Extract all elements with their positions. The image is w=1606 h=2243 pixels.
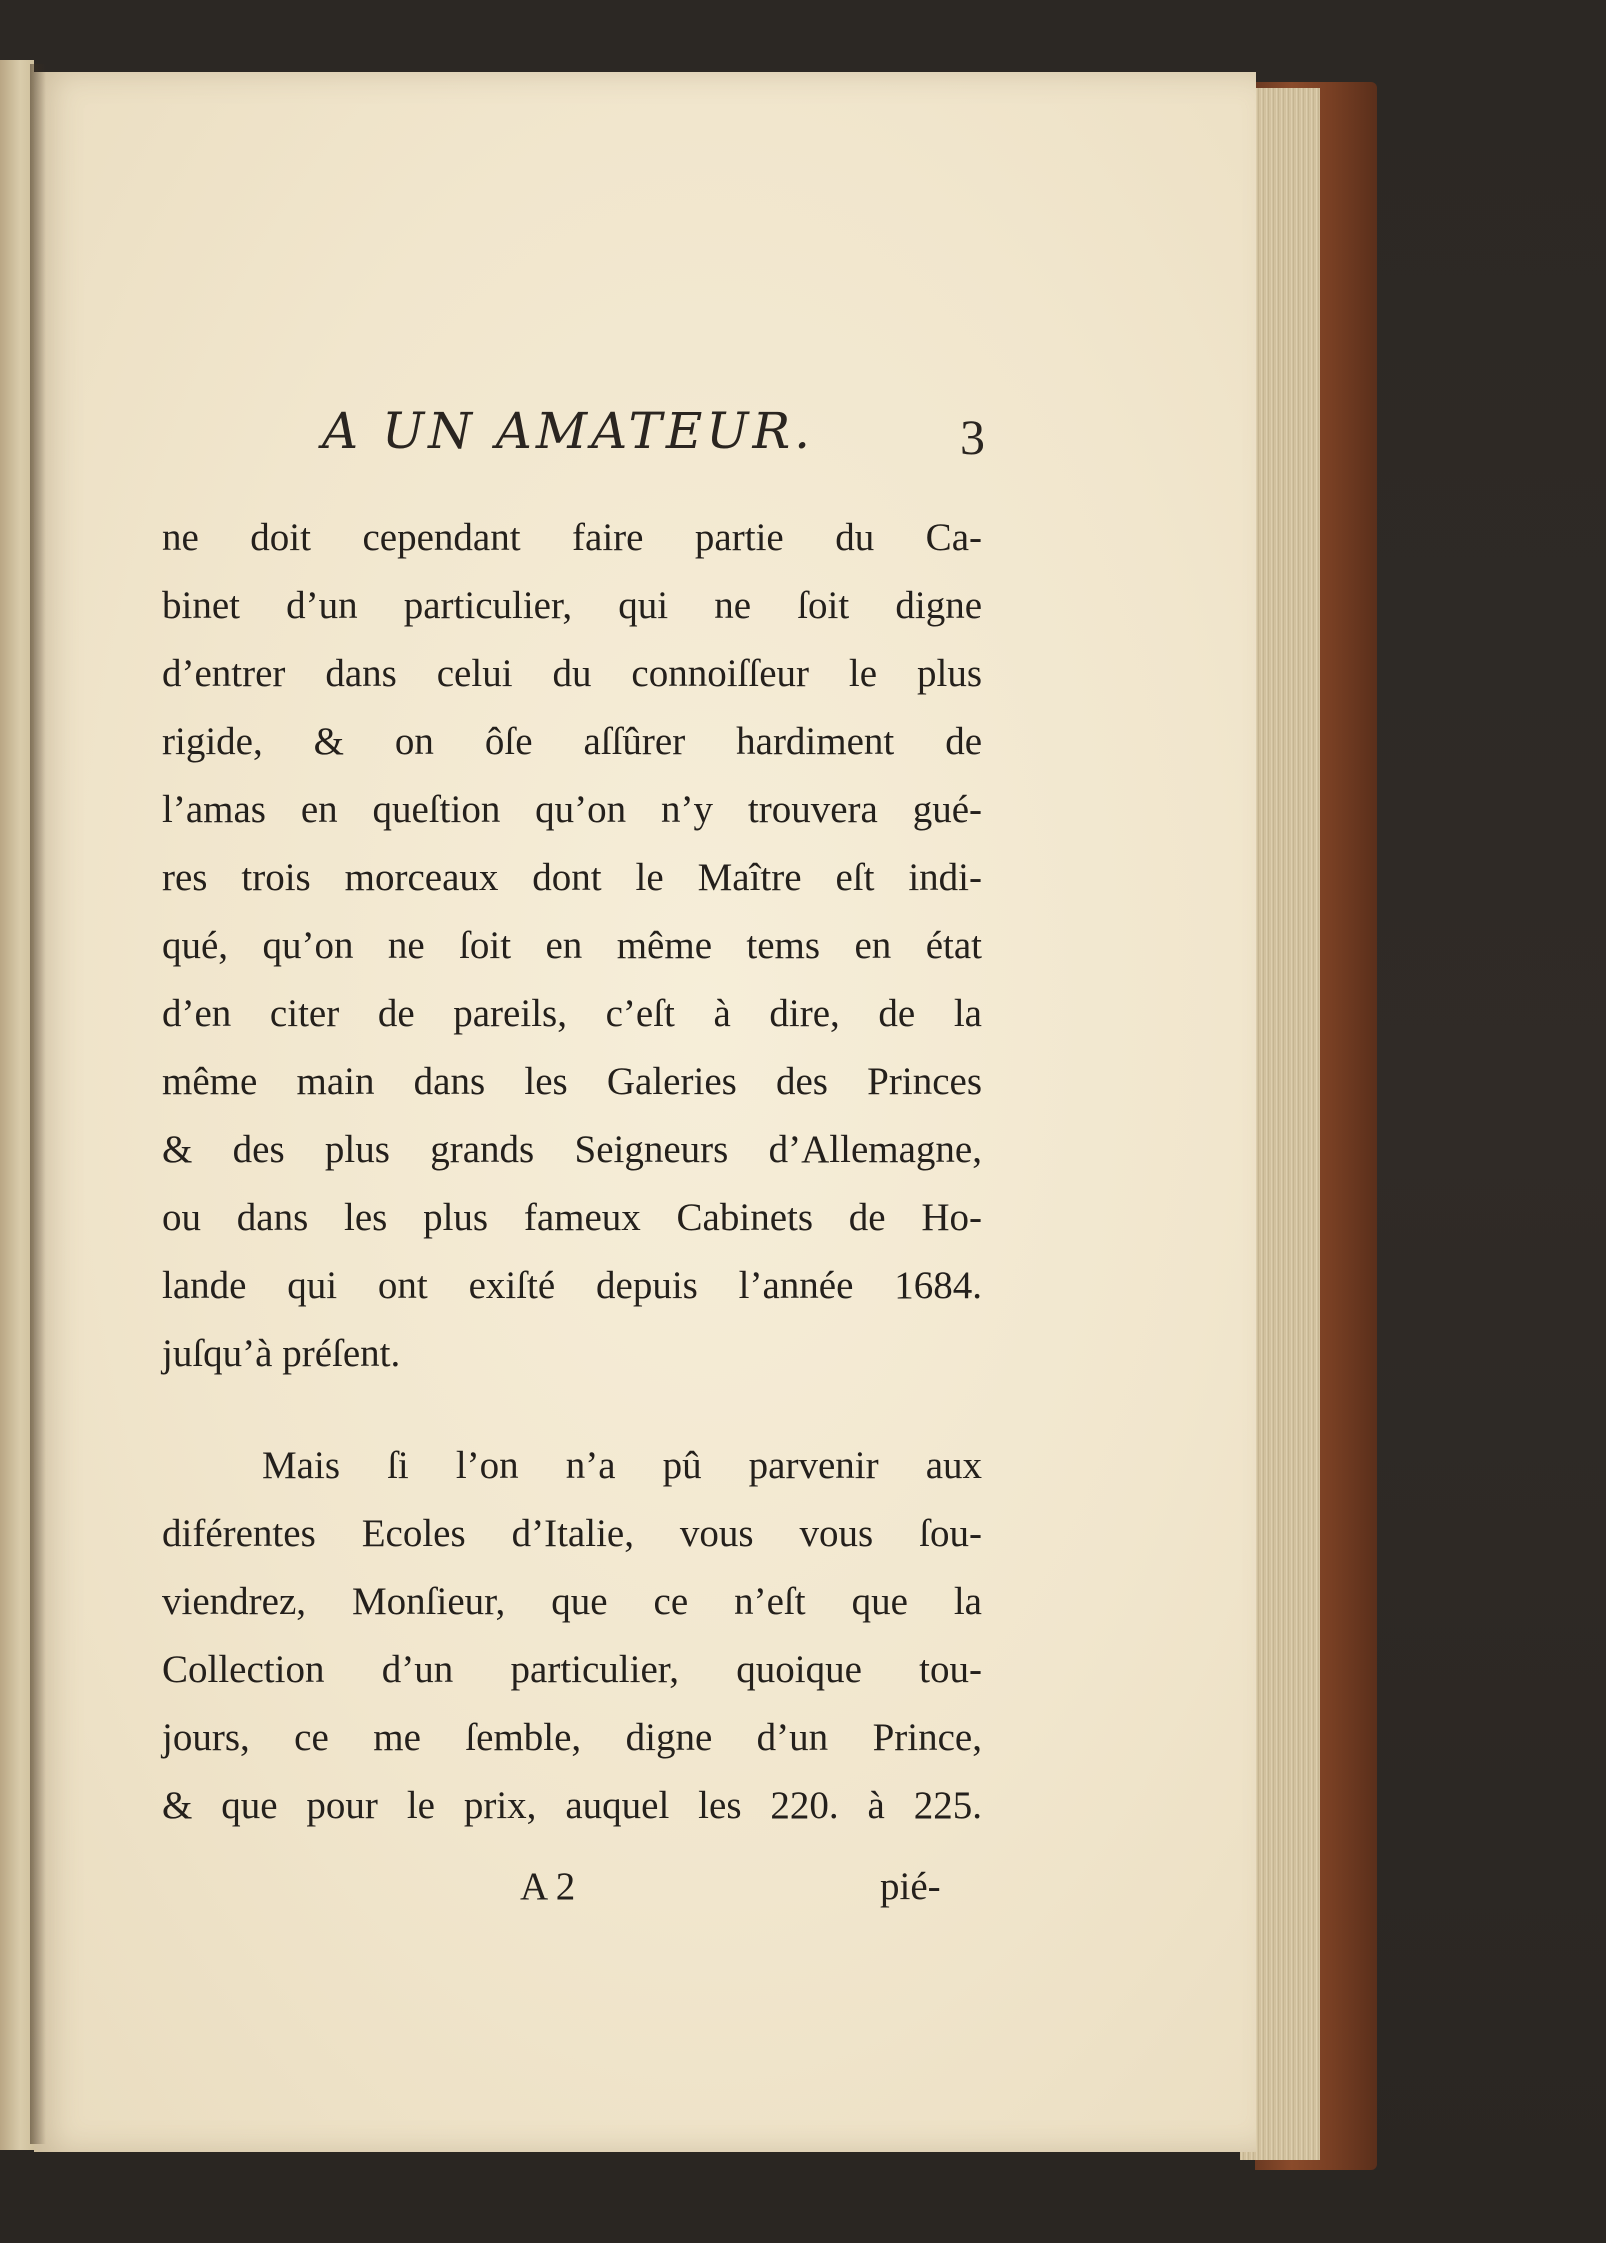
text-line: & que pour le prix, auquel les 220. à 225. [162,1784,982,1827]
page-footer [34,1856,1256,1916]
running-head: A UN AMATEUR. [322,402,814,460]
text-line: d’entrer dans celui du connoiſſeur le plus [162,652,982,695]
text-line: ou dans les plus fameux Cabinets de Ho- [162,1196,982,1239]
text-line: même main dans les Galeries des Princes [162,1060,982,1103]
gutter-shadow [30,64,46,2144]
text-line: rigide, & on ôſe aſſûrer hardiment de [162,720,982,763]
text-line: ne doit cependant faire partie du Ca- [162,516,982,559]
paragraph-2 [162,1432,982,1840]
text-line: Mais ſi l’on n’a pû parvenir aux [262,1444,982,1487]
signature-mark: A 2 [520,1865,576,1908]
text-line: jours, ce me ſemble, digne d’un Prince, [162,1716,982,1759]
text-line: d’en citer de pareils, c’eſt à dire, de la [162,992,982,1035]
text-line: Collection d’un particulier, quoique tou- [162,1648,982,1691]
book-page [34,72,1256,2152]
text-line: binet d’un particulier, qui ne ſoit digne [162,584,982,627]
text-line: res trois morceaux dont le Maître eſt indi- [162,856,982,899]
catchword: pié- [880,1865,941,1908]
text-line: diférentes Ecoles d’Italie, vous vous ſou- [162,1512,982,1555]
page-number: 3 [960,409,985,465]
text-line: juſqu’à préſent. [162,1332,401,1375]
text-line: & des plus grands Seigneurs d’Allemagne, [162,1128,982,1171]
facing-page-edge [0,60,34,2150]
text-line: lande qui ont exiſté depuis l’année 1684. [162,1264,982,1307]
text-line: viendrez, Monſieur, que ce n’eſt que la [162,1580,982,1623]
text-line: qué, qu’on ne ſoit en même tems en état [162,924,982,967]
paragraph-1 [162,504,982,1388]
text-line: l’amas en queſtion qu’on n’y trouvera gué- [162,788,982,831]
